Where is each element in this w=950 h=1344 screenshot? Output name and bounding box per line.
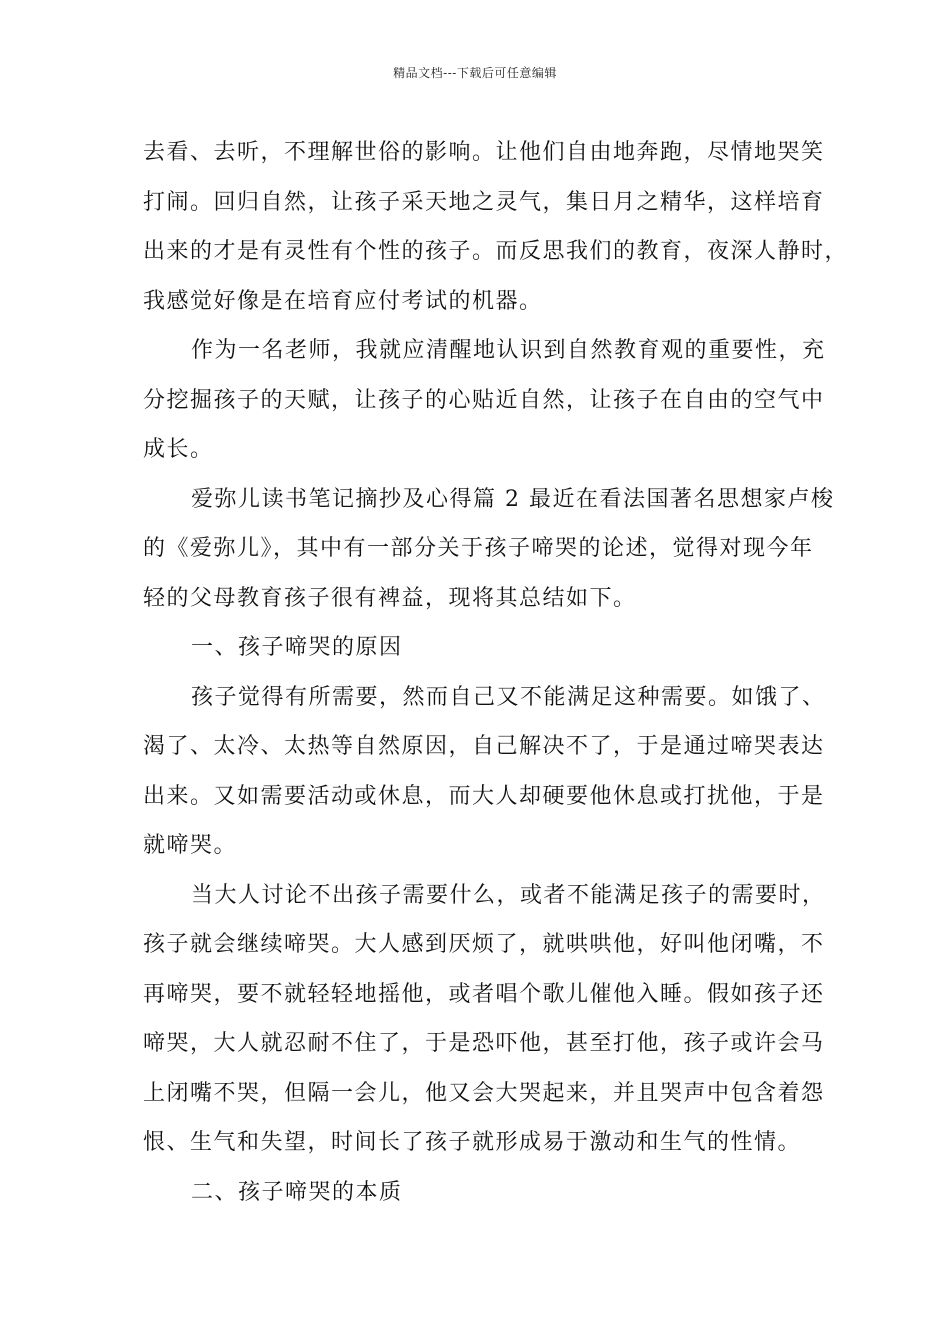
text-line: 轻的父母教育孩子很有裨益，现将其总结如下。 — [143, 585, 637, 611]
text-line: 打闹。回归自然，让孩子采天地之灵气，集日月之精华，这样培育 — [143, 189, 825, 215]
text-line: 二、孩子啼哭的本质 — [191, 1179, 403, 1205]
page-header: 精品文档---下载后可任意编辑 — [393, 66, 557, 80]
document-body — [143, 128, 849, 1217]
text-line: 成长。 — [143, 437, 214, 462]
text-line: 啼哭，大人就忍耐不住了，于是恐吓他，甚至打他，孩子或许会马 — [143, 1031, 825, 1056]
text-line: 出来的才是有灵性有个性的孩子。而反思我们的教育，夜深人静时， — [143, 239, 849, 264]
text-line: 孩子就会继续啼哭。大人感到厌烦了，就哄哄他，好叫他闭嘴，不 — [143, 932, 825, 957]
text-line: 去看、去听，不理解世俗的影响。让他们自由地奔跑，尽情地哭笑 — [143, 140, 825, 165]
text-line: 上闭嘴不哭，但隔一会儿，他又会大哭起来，并且哭声中包含着怨 — [143, 1080, 825, 1106]
text-line: 孩子觉得有所需要，然而自己又不能满足这种需要。如饿了、 — [191, 684, 826, 710]
text-line: 作为一名老师，我就应清醒地认识到自然教育观的重要性，充 — [191, 338, 826, 363]
text-line: 一、孩子啼哭的原因 — [191, 635, 403, 660]
text-line: 恨、生气和失望，时间长了孩子就形成易于激动和生气的性情。 — [143, 1130, 802, 1155]
text-line: 渴了、太冷、太热等自然原因，自己解决不了，于是通过啼哭表达 — [143, 734, 825, 759]
text-line: 当大人讨论不出孩子需要什么，或者不能满足孩子的需要时， — [191, 882, 826, 908]
text-line: 分挖掘孩子的天赋，让孩子的心贴近自然，让孩子在自由的空气中 — [143, 387, 825, 413]
text-line: 出来。又如需要活动或休息，而大人却硬要他休息或打扰他，于是 — [143, 783, 825, 809]
text-line: 再啼哭，要不就轻轻地摇他，或者唱个歌儿催他入睡。假如孩子还 — [143, 981, 825, 1007]
text-line: 的《爱弥儿》，其中有一部分关于孩子啼哭的论述，觉得对现今年 — [143, 536, 814, 561]
text-line: 我感觉好像是在培育应付考试的机器。 — [143, 288, 543, 314]
text-line: 爱弥儿读书笔记摘抄及心得篇 2 最近在看法国著名思想家卢梭 — [191, 486, 835, 512]
text-line: 就啼哭。 — [143, 833, 238, 858]
